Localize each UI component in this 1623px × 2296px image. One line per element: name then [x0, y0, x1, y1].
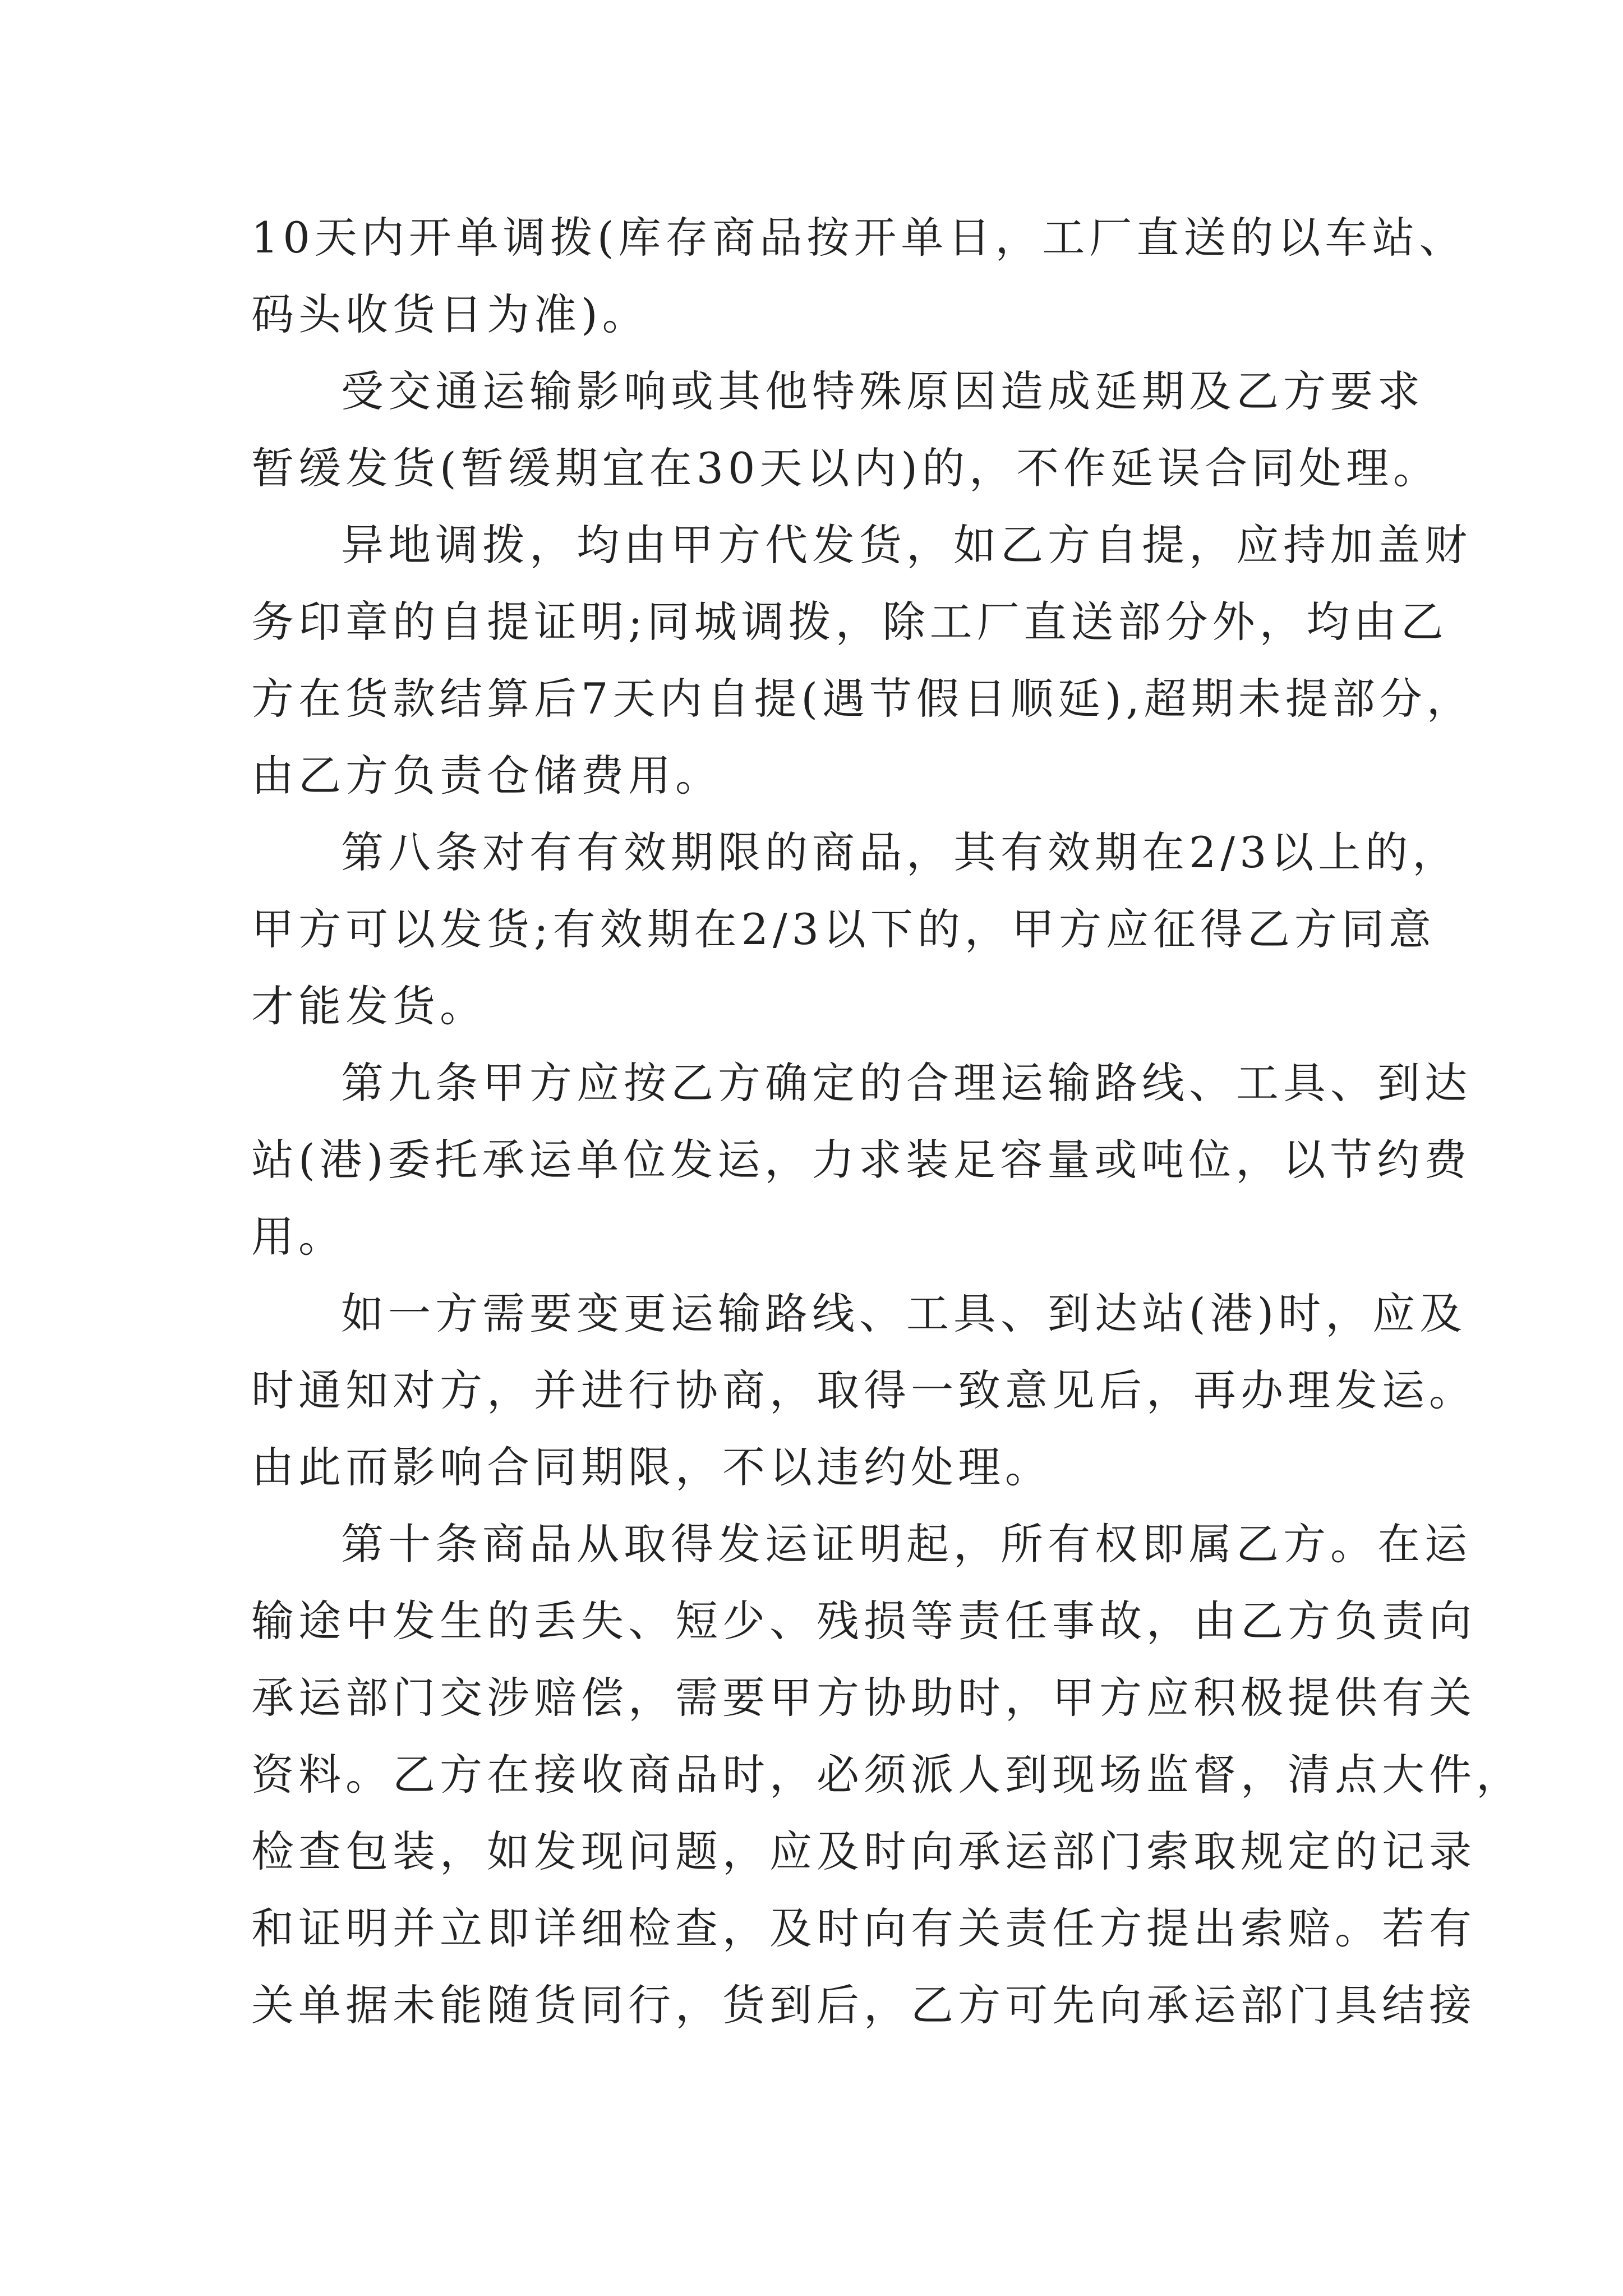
text-line-21: 资料。乙方在接收商品时，必须派人到现场监督，清点大件，: [251, 1750, 1523, 1800]
text-line-8: 由乙方负责仓储费用。: [251, 751, 722, 800]
text-line-9: 第八条对有有效期限的商品，其有效期在2/3以上的，: [341, 827, 1460, 877]
document-body: [251, 199, 1523, 2044]
text-line-18: 第十条商品从取得发运证明起，所有权即属乙方。在运: [341, 1519, 1472, 1569]
text-line-22: 检查包装，如发现问题，应及时向承运部门索取规定的记录: [251, 1826, 1476, 1876]
text-line-16: 时通知对方，并进行协商，取得一致意见后，再办理发运。: [251, 1365, 1476, 1415]
text-line-12: 第九条甲方应按乙方确定的合理运输路线、工具、到达: [341, 1058, 1472, 1108]
text-line-4: 暂缓发货(暂缓期宜在30天以内)的，不作延误合同处理。: [251, 443, 1441, 493]
text-line-7: 方在货款结算后7天内自提(遇节假日顺延),超期未提部分，: [251, 674, 1474, 724]
text-line-11: 才能发货。: [251, 981, 487, 1031]
text-line-3: 受交通运输影响或其他特殊原因造成延期及乙方要求: [341, 366, 1424, 416]
text-line-15: 如一方需要变更运输路线、工具、到达站(港)时，应及: [341, 1289, 1467, 1338]
text-line-5: 异地调拨，均由甲方代发货，如乙方自提，应持加盖财: [341, 520, 1472, 570]
text-line-10: 甲方可以发货;有效期在2/3以下的，甲方应征得乙方同意: [251, 904, 1436, 954]
text-line-13: 站(港)委托承运单位发运，力求装足容量或吨位，以节约费: [251, 1135, 1472, 1185]
text-line-19: 输途中发生的丢失、短少、残损等责任事故，由乙方负责向: [251, 1596, 1476, 1646]
text-line-17: 由此而影响合同期限，不以违约处理。: [251, 1442, 1052, 1492]
text-line-24: 关单据未能随货同行，货到后，乙方可先向承运部门具结接: [251, 1980, 1476, 2030]
text-line-20: 承运部门交涉赔偿，需要甲方协助时，甲方应积极提供有关: [251, 1673, 1476, 1723]
text-line-2: 码头收货日为准)。: [251, 289, 649, 339]
text-line-23: 和证明并立即详细检查，及时向有关责任方提出索赔。若有: [251, 1903, 1476, 1953]
text-line-14: 用。: [251, 1212, 345, 1262]
text-line-1: 10天内开单调拨(库存商品按开单日，工厂直送的以车站、: [251, 213, 1467, 263]
text-line-6: 务印章的自提证明;同城调拨，除工厂直送部分外，均由乙: [251, 597, 1448, 647]
